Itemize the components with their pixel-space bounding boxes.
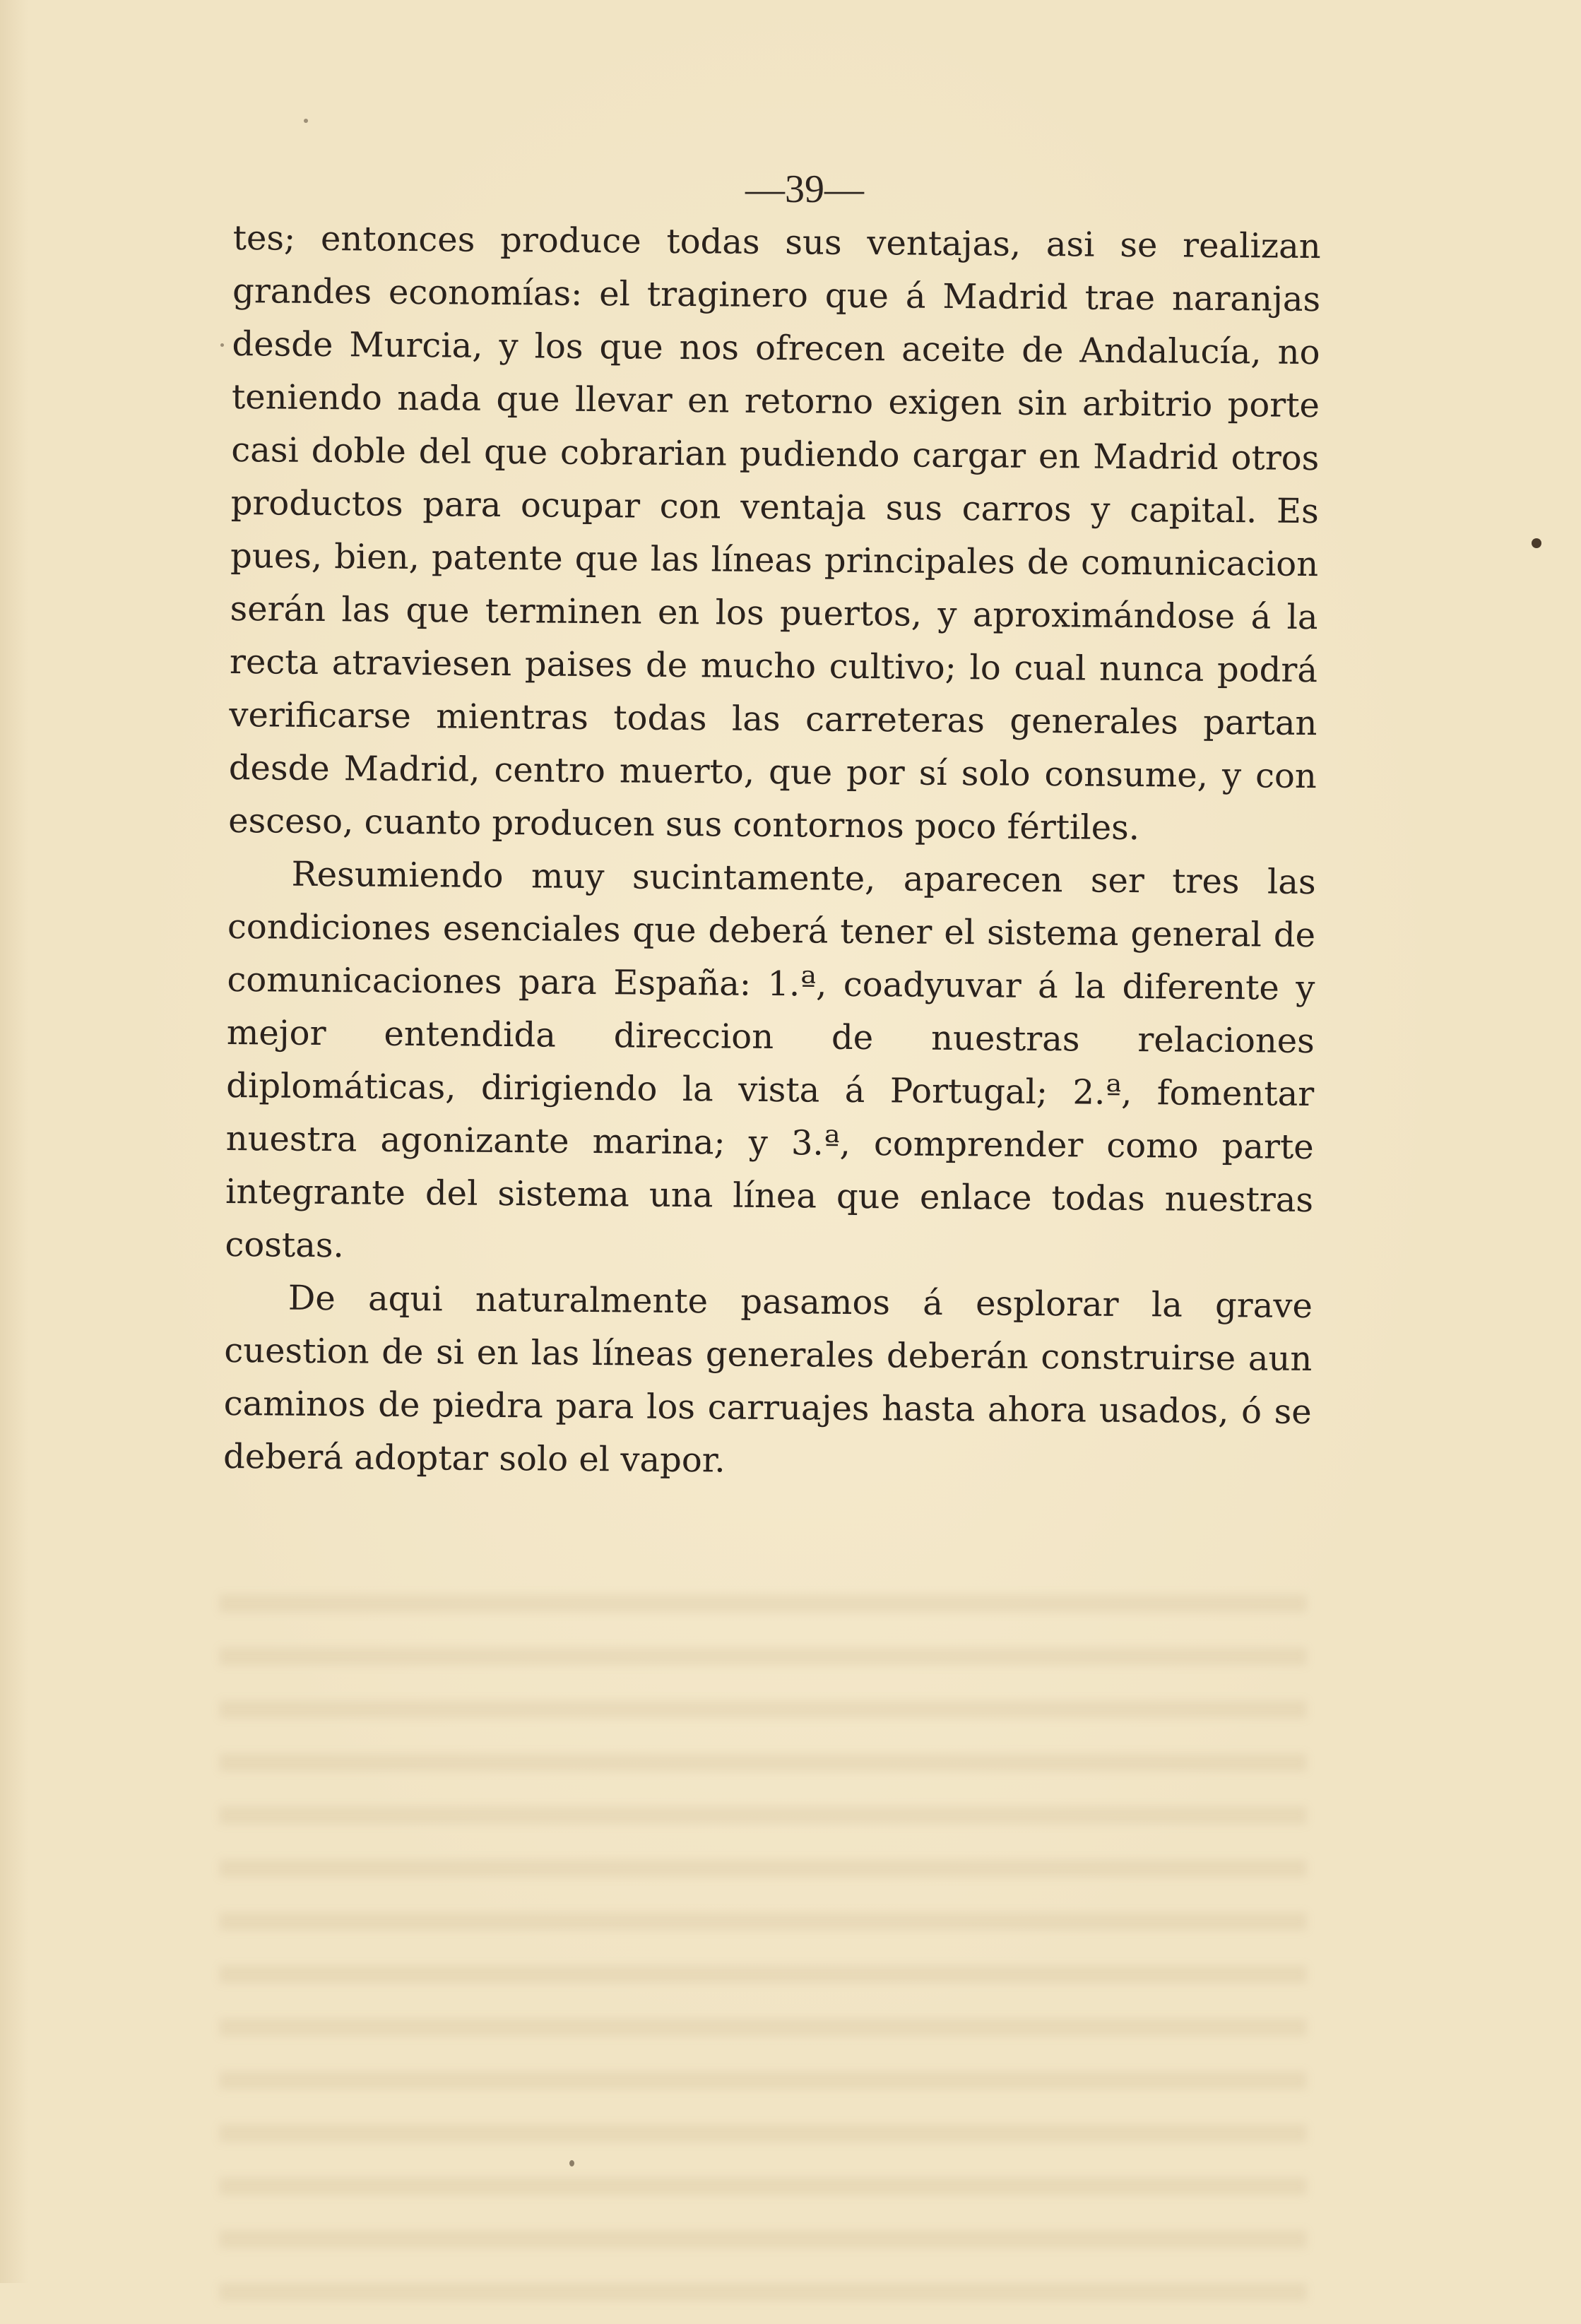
paper-speck <box>569 2160 574 2166</box>
paragraph-3: De aqui naturalmente pasamos á esplorar la grave cuestion de si en las líneas generales deberán construirse aun caminos de piedra para los carruajes hasta ahora usados, ó se deberá adoptar solo el vapor. <box>223 1278 1313 1481</box>
bleed-through-shadow <box>219 1575 1307 2324</box>
paper-speck <box>1532 538 1541 548</box>
paper-speck <box>304 119 308 123</box>
paragraph-1: tes; entonces produce todas sus ventajas, asi se realizan grandes economías: el traginero que á Madrid trae naranjas desde Murcia, y los que nos ofrecen aceite de Andalucía, no teniendo nada que llevar en retorno exigen sin arbitrio porte casi doble del que cobrarian pudiendo cargar en Madrid otros productos para ocupar con ventaja sus carros y capital. Es pues, bien, patente que las líneas principales de comunicacion serán las que terminen en los puertos, y aproximándose á la recta atraviesen paises de mucho cultivo; lo cual nunca podrá verificarse mientras todas las carreteras generales partan desde Madrid, centro muerto, que por sí solo consume, y con esceso, cuanto producen sus contornos poco fértiles. <box>228 218 1321 848</box>
page-number: —39— <box>745 167 864 211</box>
paper-speck <box>220 343 224 347</box>
paragraph-2: Resumiendo muy sucintamente, aparecen ser tres las condiciones esenciales que deberá tener el sistema general de comunicaciones para España: 1.ª, coadyuvar á la diferente y mejor entendida direccion de nuestras relaciones diplomáticas, dirigiendo la vista á Portugal; 2.ª, fomentar nuestra agonizante marina; y 3.ª, comprender como parte integrante del sistema una línea que enlace todas nuestras costas. <box>225 854 1316 1266</box>
body-text <box>223 212 1321 1492</box>
